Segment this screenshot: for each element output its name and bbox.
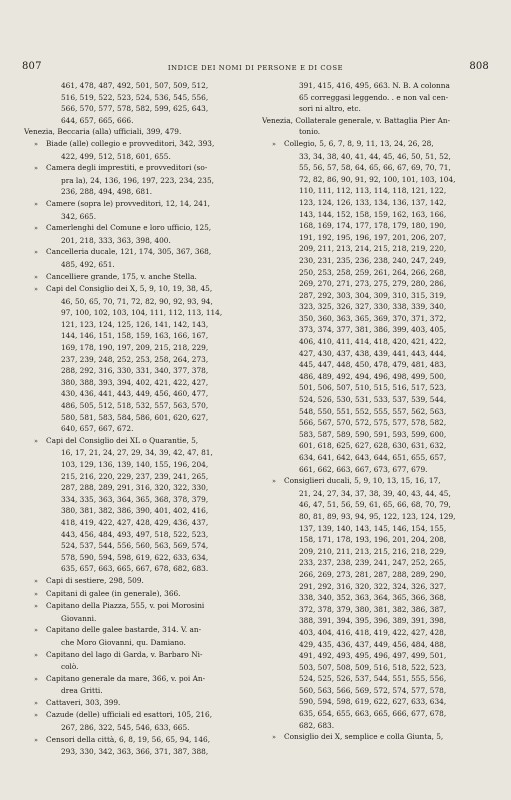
index-line <box>262 185 484 197</box>
index-line <box>262 511 484 523</box>
index-line <box>262 523 484 535</box>
index-line <box>262 232 484 244</box>
index-line <box>24 459 246 471</box>
index-entry-text: 144, 146, 151, 158, 159, 163, 166, 167, <box>61 331 209 341</box>
ditto-mark: » <box>34 735 38 744</box>
ditto-mark: » <box>34 576 38 585</box>
page-header <box>22 61 489 76</box>
index-entry-text: 501, 506, 507, 510, 515, 516, 517, 523, <box>299 383 447 393</box>
index-line <box>24 505 246 517</box>
index-entry-text: Censori della città, 6, 8, 19, 56, 65, 94, 146, <box>46 734 211 744</box>
index-line <box>24 283 246 296</box>
index-line <box>262 243 484 255</box>
index-line <box>24 222 246 235</box>
index-entry-text: 168, 169, 174, 177, 178, 179, 180, 190, <box>299 221 447 231</box>
index-entry-text: 566, 567, 570, 572, 575, 577, 578, 582, <box>299 418 447 428</box>
index-line <box>262 80 484 92</box>
index-entry-text: 418, 419, 422, 427, 428, 429, 436, 437, <box>61 517 209 527</box>
index-entry-text: 445, 447, 448, 450, 478, 479, 481, 483, <box>299 360 447 370</box>
index-entry-text: Camera degli imprestiti, e provveditori (so- <box>46 163 208 173</box>
index-entry-text: 169, 178, 190, 197, 209, 215, 218, 229, <box>61 343 209 353</box>
index-line <box>24 471 246 483</box>
index-line <box>262 534 484 546</box>
ditto-mark: » <box>34 602 38 611</box>
index-entry-text: Venezia, Beccaria (alla) ufficiali, 399, 479. <box>24 127 182 137</box>
index-entry-text: 209, 211, 213, 214, 215, 218, 219, 220, <box>299 244 447 254</box>
index-line <box>24 151 246 163</box>
index-entry-text: 427, 430, 437, 438, 439, 441, 443, 444, <box>299 348 447 358</box>
index-entry-text: 293, 330, 342, 363, 366, 371, 387, 388, <box>61 747 209 757</box>
index-entry-text: Consiglio dei X, semplice e colla Giunta, 5, <box>284 732 444 742</box>
index-line <box>262 475 484 488</box>
index-line <box>24 494 246 506</box>
index-entry-text: 233, 237, 238, 239, 241, 247, 252, 265, <box>299 558 447 568</box>
index-line <box>24 103 246 115</box>
index-entry-text: 342, 665. <box>61 211 97 221</box>
index-line <box>24 412 246 424</box>
index-line <box>24 649 246 662</box>
ditto-mark: » <box>272 139 276 148</box>
index-line <box>24 697 246 710</box>
ditto-mark: » <box>34 711 38 720</box>
index-line <box>262 359 484 371</box>
index-entry-text: 635, 654, 655, 663, 665, 666, 677, 678, <box>299 709 447 719</box>
index-line <box>24 482 246 494</box>
ditto-mark: » <box>34 698 38 707</box>
index-line <box>24 115 246 127</box>
index-line <box>262 336 484 348</box>
index-entry-text: 97, 100, 102, 103, 104, 111, 112, 113, 114, <box>61 308 223 318</box>
index-entry-text: 491, 492, 493, 495, 496, 497, 499, 501, <box>299 651 447 661</box>
index-entry-text: che Moro Giovanni, qu. Damiano. <box>61 637 186 647</box>
index-line <box>262 103 484 115</box>
index-entry-text: 21, 24, 27, 34, 37, 38, 39, 40, 43, 44, 45, <box>299 488 451 498</box>
index-line <box>262 662 484 674</box>
index-line <box>24 552 246 564</box>
index-entry-text: 661, 662, 663, 667, 673, 677, 679. <box>299 464 428 474</box>
index-entry-text: 560, 563, 566, 569, 572, 574, 577, 578, <box>299 685 447 695</box>
index-line <box>262 452 484 464</box>
ditto-mark: » <box>34 589 38 598</box>
index-entry-text: 237, 239, 248, 252, 253, 258, 264, 273, <box>61 354 209 364</box>
index-line <box>24 575 246 588</box>
index-entry-text: 80, 81, 89, 93, 94, 95, 122, 123, 124, 129, <box>299 511 456 521</box>
index-entry-text: 461, 478, 487, 492, 501, 507, 509, 512, <box>61 81 209 90</box>
index-line <box>262 673 484 685</box>
index-entry-text: 486, 489, 492, 494, 496, 498, 499, 500, <box>299 371 447 381</box>
index-line <box>24 613 246 625</box>
index-line <box>262 592 484 604</box>
index-entry-text: 143, 144, 152, 158, 159, 162, 163, 166, <box>299 209 447 219</box>
index-line <box>24 517 246 529</box>
ditto-mark: » <box>34 248 38 257</box>
index-entry-text: 158, 171, 178, 193, 196, 201, 204, 208, <box>299 535 447 545</box>
index-line <box>24 235 246 247</box>
left-column <box>24 80 246 758</box>
index-entry-text: 33, 34, 38, 40, 41, 44, 45, 46, 50, 51, 52, <box>299 151 451 161</box>
index-entry-text: 103, 129, 136, 139, 140, 155, 196, 204, <box>61 460 209 469</box>
index-line <box>24 307 246 319</box>
ditto-mark: » <box>34 199 38 208</box>
right-column <box>262 80 484 744</box>
index-line <box>24 661 246 673</box>
index-entry-text: Capi del Consiglio dei XL o Quarantie, 5, <box>46 435 199 445</box>
index-line <box>24 126 246 138</box>
index-line <box>262 440 484 452</box>
index-line <box>262 696 484 708</box>
index-line <box>24 330 246 342</box>
page-number-left: 807 <box>22 61 42 72</box>
index-entry-text: drea Gritti. <box>61 686 103 696</box>
index-line <box>262 92 484 104</box>
index-line <box>262 557 484 569</box>
index-line <box>262 569 484 581</box>
index-entry-text: 46, 50, 65, 70, 71, 72, 82, 90, 92, 93, 94, <box>61 296 213 306</box>
index-entry-text: Capitani di galee (in generale), 366. <box>46 588 181 598</box>
index-line <box>24 138 246 151</box>
index-entry-text: Consiglieri ducali, 5, 9, 10, 13, 15, 16, 17, <box>284 476 441 486</box>
index-entry-text: 65 correggasi leggendo. . e non val cen- <box>299 92 449 102</box>
index-line <box>262 301 484 313</box>
index-line <box>24 600 246 613</box>
index-line <box>24 400 246 412</box>
index-line <box>24 709 246 722</box>
index-entry-text: 209, 210, 211, 213, 215, 216, 218, 229, <box>299 546 447 556</box>
index-entry-text: 236, 288, 494, 498, 681. <box>61 187 153 197</box>
index-line <box>24 246 246 259</box>
index-entry-text: 634, 641, 642, 643, 644, 651, 655, 657, <box>299 453 447 462</box>
index-line <box>24 162 246 175</box>
index-entry-text: Capitano del lago di Garda, v. Barbaro Ni- <box>46 649 203 659</box>
index-line <box>24 80 246 92</box>
index-line <box>262 267 484 279</box>
index-entry-text: Cattaveri, 303, 399. <box>46 697 121 707</box>
index-line <box>24 685 246 697</box>
index-entry-text: 485, 492, 651. <box>61 259 115 269</box>
index-entry-text: Giovanni. <box>61 613 97 623</box>
index-line <box>24 435 246 448</box>
index-entry-text: 548, 550, 551, 552, 555, 557, 562, 563, <box>299 406 447 416</box>
index-entry-text: 380, 381, 382, 386, 390, 401, 402, 416, <box>61 506 209 516</box>
index-entry-text: 524, 526, 530, 531, 533, 537, 539, 544, <box>299 395 447 405</box>
index-entry-text: Cancelleria ducale, 121, 174, 305, 367, 368, <box>46 247 212 257</box>
index-line <box>262 546 484 558</box>
index-line <box>262 731 484 744</box>
index-line <box>24 673 246 686</box>
index-line <box>262 220 484 232</box>
index-line <box>262 348 484 360</box>
index-entry-text: 486, 505, 512, 518, 532, 557, 563, 570, <box>61 401 209 411</box>
index-line <box>262 581 484 593</box>
index-entry-text: 524, 525, 526, 537, 544, 551, 555, 556, <box>299 674 447 684</box>
running-title: INDICE DEI NOMI DI PERSONE E DI COSE <box>167 64 344 72</box>
index-entry-text: 350, 360, 363, 365, 369, 370, 371, 372, <box>299 313 447 323</box>
index-entry-text: 403, 404, 416, 418, 419, 422, 427, 428, <box>299 627 447 637</box>
index-line <box>262 290 484 302</box>
index-entry-text: 250, 253, 258, 259, 261, 264, 266, 268, <box>299 267 447 277</box>
index-line <box>24 319 246 331</box>
index-entry-text: Camerlenghi del Comune e loro ufficio, 125, <box>46 223 212 233</box>
index-entry-text: 291, 292, 316, 320, 322, 324, 326, 327, <box>299 581 447 591</box>
index-entry-text: Collegio, 5, 6, 7, 8, 9, 11, 13, 24, 26, 28, <box>284 138 434 148</box>
index-entry-text: sori ni altro, etc. <box>299 104 361 114</box>
ditto-mark: » <box>34 626 38 635</box>
index-entry-text: 640, 657, 667, 672. <box>61 424 134 434</box>
index-entry-text: colò. <box>61 662 79 672</box>
index-entry-text: 580, 581, 583, 584, 586, 601, 620, 627, <box>61 412 209 422</box>
index-line <box>262 115 484 127</box>
ditto-mark: » <box>34 272 38 281</box>
index-entry-text: 16, 17, 21, 24, 27, 29, 34, 39, 42, 47, 81, <box>61 448 213 458</box>
ditto-mark: » <box>34 224 38 233</box>
index-line <box>262 627 484 639</box>
index-entry-text: 110, 111, 112, 113, 114, 118, 121, 122, <box>299 186 447 196</box>
index-entry-text: Capitano delle galee bastarde, 314. V. an- <box>46 625 202 635</box>
index-entry-text: Capitano generale da mare, 366, v. poi An- <box>46 673 206 683</box>
index-entry-text: 201, 218, 333, 363, 398, 400. <box>61 235 171 245</box>
index-line <box>24 211 246 223</box>
index-entry-text: Capi del Consiglio dei X, 5, 9, 10, 19, 38, 45, <box>46 284 213 294</box>
index-entry-text: 601, 618, 625, 627, 628, 630, 631, 632, <box>299 441 447 451</box>
ditto-mark: » <box>34 285 38 294</box>
index-entry-text: 422, 499, 512, 518, 601, 655. <box>61 151 171 161</box>
index-entry-text: 644, 657, 665, 666. <box>61 115 134 125</box>
index-entry-text: 373, 374, 377, 381, 386, 399, 403, 405, <box>299 325 447 335</box>
index-entry-text: 429, 435, 436, 437, 449, 456, 484, 488, <box>299 639 447 649</box>
index-line <box>24 365 246 377</box>
index-line <box>262 197 484 209</box>
ditto-mark: » <box>34 436 38 445</box>
index-entry-text: Biade (alle) collegio e provveditori, 342, 393, <box>46 138 215 148</box>
index-line <box>24 529 246 541</box>
ditto-mark: » <box>272 477 276 486</box>
index-line <box>24 92 246 104</box>
index-entry-text: 443, 456, 484, 493, 497, 518, 522, 523, <box>61 529 209 539</box>
index-entry-text: Venezia, Collaterale generale, v. Battaglia Pier An- <box>262 115 451 125</box>
index-entry-text: 590, 594, 598, 619, 622, 627, 633, 634, <box>299 697 447 707</box>
ditto-mark: » <box>34 139 38 148</box>
index-entry-text: 566, 570, 577, 578, 582, 599, 625, 643, <box>61 104 209 114</box>
index-line <box>24 259 246 271</box>
index-line <box>24 624 246 637</box>
index-entry-text: 288, 292, 316, 330, 331, 340, 377, 378, <box>61 366 209 376</box>
index-entry-text: 372, 378, 379, 380, 381, 382, 386, 387, <box>299 604 447 614</box>
index-entry-text: 391, 415, 416, 495, 663. N. B. A colonna <box>299 81 450 90</box>
index-line <box>24 296 246 308</box>
index-line <box>262 685 484 697</box>
index-entry-text: 269, 270, 271, 273, 275, 279, 280, 286, <box>299 279 447 289</box>
index-line <box>24 540 246 552</box>
index-line <box>262 499 484 511</box>
index-entry-text: 72, 82, 86, 90, 91, 92, 100, 101, 103, 104, <box>299 174 456 184</box>
index-entry-text: Capitano della Piazza, 555, v. poi Morosini <box>46 601 205 611</box>
index-line <box>262 209 484 221</box>
index-line <box>24 722 246 734</box>
index-entry-text: Cazude (delle) ufficiali ed esattori, 105, 216, <box>46 710 213 720</box>
index-line <box>24 637 246 649</box>
index-line <box>262 126 484 138</box>
index-line <box>262 174 484 186</box>
ditto-mark: » <box>34 650 38 659</box>
index-line <box>24 198 246 211</box>
index-entry-text: pra la), 24, 136, 196, 197, 223, 234, 235, <box>61 175 214 185</box>
index-line <box>24 342 246 354</box>
index-entry-text: 388, 391, 394, 395, 396, 389, 391, 398, <box>299 616 447 626</box>
index-entry-text: 287, 288, 289, 291, 316, 320, 322, 330, <box>61 483 209 493</box>
index-line <box>262 382 484 394</box>
index-line <box>262 464 484 476</box>
index-line <box>262 406 484 418</box>
index-line <box>262 604 484 616</box>
index-entry-text: 287, 292, 303, 304, 309, 310, 315, 319, <box>299 290 447 300</box>
index-line <box>262 138 484 151</box>
index-entry-text: 230, 231, 235, 236, 238, 240, 247, 249, <box>299 255 447 265</box>
index-line <box>24 423 246 435</box>
ditto-mark: » <box>34 674 38 683</box>
index-line <box>24 354 246 366</box>
index-line <box>24 271 246 284</box>
index-line <box>262 417 484 429</box>
index-line <box>24 746 246 758</box>
index-line <box>24 734 246 747</box>
index-entry-text: Capi di sestiere, 298, 509. <box>46 575 144 585</box>
index-line <box>262 278 484 290</box>
index-line <box>262 720 484 732</box>
index-line <box>262 313 484 325</box>
page-number-right: 808 <box>469 61 489 72</box>
ditto-mark: » <box>34 164 38 173</box>
index-line <box>262 650 484 662</box>
index-line <box>24 175 246 187</box>
index-line <box>262 371 484 383</box>
index-line <box>262 162 484 174</box>
index-entry-text: 137, 139, 140, 143, 145, 146, 154, 155, <box>299 523 447 533</box>
index-entry-text: 503, 507, 508, 509, 516, 518, 522, 523, <box>299 662 447 672</box>
index-line <box>262 324 484 336</box>
index-line <box>262 488 484 500</box>
index-entry-text: 121, 123, 124, 125, 126, 141, 142, 143, <box>61 319 209 329</box>
index-entry-text: 583, 587, 589, 590, 591, 593, 599, 600, <box>299 429 447 439</box>
index-line <box>24 186 246 198</box>
index-line <box>24 447 246 459</box>
index-entry-text: 267, 286, 322, 545, 546, 633, 665. <box>61 723 190 733</box>
index-line <box>24 588 246 601</box>
index-entry-text: 123, 124, 126, 133, 134, 136, 137, 142, <box>299 197 447 207</box>
index-entry-text: 215, 216, 220, 229, 237, 239, 241, 265, <box>61 471 209 481</box>
index-entry-text: 524, 537, 544, 556, 560, 563, 569, 574, <box>61 541 209 551</box>
index-entry-text: 191, 192, 195, 196, 197, 201, 206, 207, <box>299 232 447 242</box>
index-entry-text: 266, 269, 273, 281, 287, 288, 289, 290, <box>299 569 447 579</box>
index-entry-text: 516, 519, 522, 523, 524, 536, 545, 556, <box>61 92 209 102</box>
index-entry-text: 323, 325, 326, 327, 330, 338, 339, 340, <box>299 302 447 312</box>
index-entry-text: 682, 683. <box>299 720 335 730</box>
index-entry-text: 338, 340, 352, 363, 364, 365, 366, 368, <box>299 593 447 603</box>
index-entry-text: 55, 56, 57, 58, 64, 65, 66, 67, 69, 70, 71, <box>299 163 451 173</box>
index-entry-text: 46, 47, 51, 56, 59, 61, 65, 66, 68, 70, 79, <box>299 500 451 510</box>
index-line <box>262 708 484 720</box>
index-entry-text: Camere (sopra le) provveditori, 12, 14, 241, <box>46 198 210 208</box>
index-entry-text: Cancelliere grande, 175, v. anche Stella. <box>46 271 197 281</box>
index-entry-text: 380, 388, 393, 394, 402, 421, 422, 427, <box>61 377 209 387</box>
index-line <box>262 639 484 651</box>
index-entry-text: 406, 410, 411, 414, 418, 420, 421, 422, <box>299 337 447 347</box>
index-line <box>24 563 246 575</box>
index-entry-text: tonio. <box>299 127 321 137</box>
index-line <box>262 429 484 441</box>
index-line <box>262 394 484 406</box>
index-line <box>24 377 246 389</box>
index-line <box>262 615 484 627</box>
ditto-mark: » <box>272 733 276 742</box>
index-line <box>262 255 484 267</box>
index-entry-text: 578, 590, 594, 598, 619, 622, 633, 634, <box>61 552 209 562</box>
index-entry-text: 635, 657, 663, 665, 667, 678, 682, 683. <box>61 564 209 574</box>
index-line <box>262 151 484 163</box>
index-entry-text: 430, 436, 441, 443, 449, 456, 460, 477, <box>61 389 209 399</box>
index-line <box>24 388 246 400</box>
index-entry-text: 334, 335, 363, 364, 365, 368, 378, 379, <box>61 494 209 504</box>
